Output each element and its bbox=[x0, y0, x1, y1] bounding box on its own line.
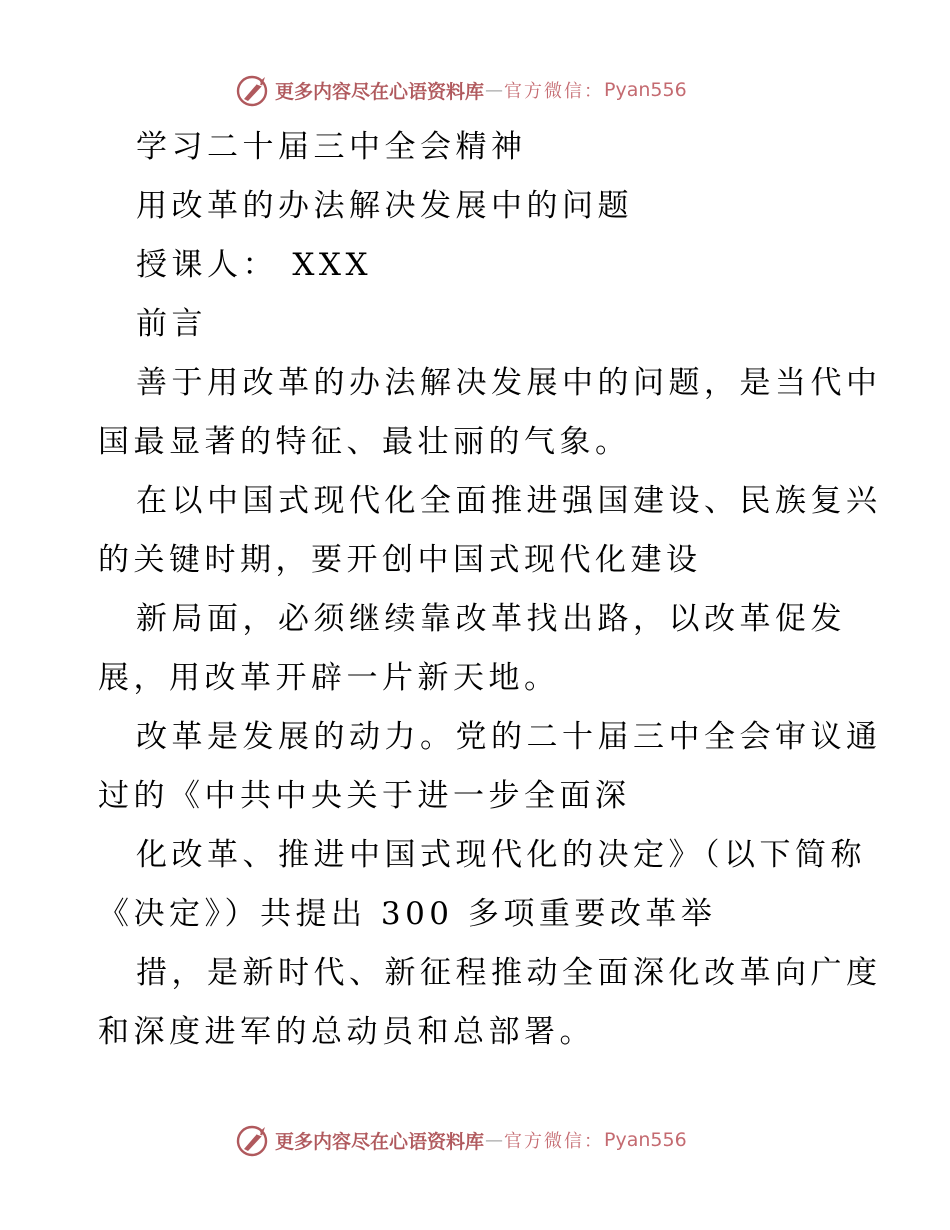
paragraph-line: 和深度进军的总动员和总部署。 bbox=[98, 1014, 595, 1050]
paragraph-line: 改革是发展的动力。党的二十届三中全会审议通 bbox=[136, 719, 882, 755]
paragraph-line: 《决定》）共提出 300 多项重要改革举 bbox=[98, 896, 717, 932]
paragraph-line: 过的《中共中央关于进一步全面深 bbox=[98, 778, 631, 814]
footer-watermark bbox=[235, 1120, 687, 1160]
watermark-official-label: 官方微信： bbox=[504, 1131, 605, 1152]
pen-nib-logo-icon bbox=[235, 72, 273, 108]
document-body bbox=[98, 118, 882, 1062]
paragraph-line: 善于用改革的办法解决发展中的问题，是当代中 bbox=[136, 365, 882, 401]
doc-title: 学习二十届三中全会精神 bbox=[136, 129, 527, 165]
paragraph-line: 化改革、推进中国式现代化的决定》（以下简称 bbox=[136, 837, 866, 873]
section-heading-preface: 前言 bbox=[136, 306, 207, 342]
header-watermark bbox=[235, 70, 687, 110]
watermark-wechat-id: Pyan556 bbox=[604, 79, 687, 101]
watermark-official-label: 官方微信： bbox=[504, 81, 605, 102]
watermark-separator: — bbox=[485, 1129, 504, 1151]
watermark-brand: 更多内容尽在心语资料库 bbox=[275, 1130, 485, 1153]
doc-lecturer: 授课人： XXX bbox=[136, 247, 373, 283]
doc-subtitle: 用改革的办法解决发展中的问题 bbox=[136, 188, 633, 224]
pen-nib-logo-icon bbox=[235, 1122, 273, 1158]
paragraph-line: 展，用改革开辟一片新天地。 bbox=[98, 660, 560, 696]
watermark-separator: — bbox=[485, 79, 504, 101]
watermark-brand: 更多内容尽在心语资料库 bbox=[275, 80, 485, 103]
paragraph-line: 新局面，必须继续靠改革找出路，以改革促发 bbox=[136, 601, 846, 637]
paragraph-line: 在以中国式现代化全面推进强国建设、民族复兴 bbox=[136, 483, 882, 519]
watermark-wechat-id: Pyan556 bbox=[604, 1129, 687, 1151]
paragraph-line: 措，是新时代、新征程推动全面深化改革向广度 bbox=[136, 955, 882, 991]
paragraph-line: 国最显著的特征、最壮丽的气象。 bbox=[98, 424, 631, 460]
paragraph-line: 的关键时期，要开创中国式现代化建设 bbox=[98, 542, 702, 578]
